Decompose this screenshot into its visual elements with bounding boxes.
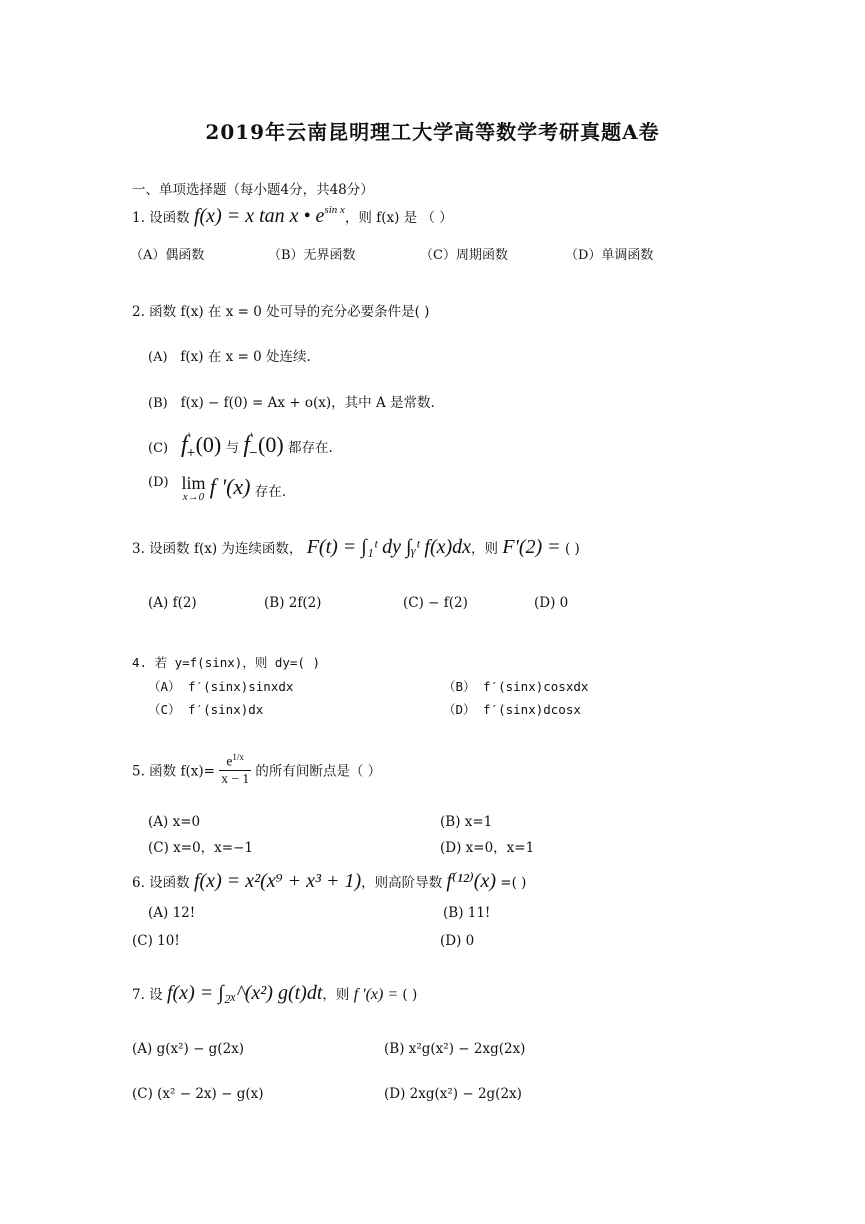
q7-target: f '(x) =	[353, 986, 399, 1003]
q2-c-arg2: (0)	[258, 432, 284, 457]
q2-option-b	[148, 391, 435, 411]
question-6-stem	[132, 868, 526, 893]
q2-option-c-label: (C)	[148, 441, 169, 456]
q2-c-f1: f	[180, 432, 188, 458]
q2-option-d	[148, 474, 286, 503]
q5-option-a: (A) x=0	[148, 814, 201, 830]
q7-paren: ( )	[402, 987, 418, 1003]
q7-mid: ，则	[322, 987, 350, 1003]
q1-option-a: （A）偶函数	[130, 248, 205, 263]
q2-d-end: 存在.	[254, 484, 287, 500]
q2-c-mid: 与	[225, 440, 240, 456]
q5-option-d: (D) x=0，x=1	[440, 840, 535, 856]
q2-option-b-label: (B)	[148, 396, 168, 411]
q4-option-b: （B） f′(sinx)cosxdx	[443, 679, 589, 694]
q1-prefix: 1. 设函数	[132, 210, 190, 226]
q5-numerator-exp: 1/x	[232, 752, 244, 762]
q5-numerator: e	[226, 753, 233, 769]
q6-derivative: f⁽¹²⁾(x)	[446, 870, 496, 892]
q7-prefix: 7. 设	[132, 987, 163, 1003]
q6-suffix: =( )	[500, 875, 527, 891]
q7-option-a: (A) g(x²) − g(2x)	[132, 1041, 245, 1057]
q6-option-a: (A) 12!	[148, 905, 196, 921]
q3-paren: ( )	[564, 541, 580, 557]
q3-option-d: (D) 0	[534, 595, 569, 611]
q4-option-c: （C） f′(sinx)dx	[148, 702, 264, 717]
q4-option-d: （D） f′(sinx)dcosx	[443, 702, 581, 717]
q2-c-f2: f	[243, 432, 251, 458]
q3-mid: ，则	[471, 541, 499, 557]
q5-option-c: (C) x=0，x=−1	[148, 840, 253, 856]
q1-suffix: ，则 f(x) 是 （ ）	[344, 210, 453, 226]
q6-mid: ，则高阶导数	[361, 875, 443, 891]
q2-option-a-label: (A)	[148, 350, 168, 365]
q5-prefix: 5. 函数 f(x)=	[132, 763, 215, 780]
q2-option-a	[148, 345, 311, 365]
q3-formula: F(t) = ∫₁ᵗ dy ∫ᵧᵗ f(x)dx	[306, 536, 472, 558]
q2-option-a-text: f(x) 在 x = 0 处连续.	[180, 349, 311, 365]
section-heading: 一、单项选择题（每小题4分，共48分）	[132, 182, 374, 198]
q7-option-d: (D) 2xg(x²) − 2g(2x)	[384, 1086, 522, 1102]
q2-d-lim: lim	[181, 473, 206, 493]
q6-option-b: (B) 11!	[443, 905, 491, 921]
q7-option-b: (B) x²g(x²) − 2xg(2x)	[384, 1041, 526, 1057]
question-4-stem: 4. 若 y=f(sinx)，则 dy=( )	[132, 655, 321, 670]
question-3-stem	[132, 536, 580, 559]
q3-option-c: (C) − f(2)	[403, 595, 468, 611]
page-title: 2019年云南昆明理工大学高等数学考研真题A卷	[205, 120, 660, 144]
q1-option-b: （B）无界函数	[268, 248, 356, 263]
question-1-stem	[132, 204, 453, 228]
q6-option-d: (D) 0	[440, 933, 475, 949]
q2-d-under: x→0	[182, 491, 205, 503]
q1-option-c: （C）周期函数	[420, 248, 508, 263]
q3-option-a: (A) f(2)	[148, 595, 197, 611]
q6-prefix: 6. 设函数	[132, 875, 190, 891]
q2-c-sub2: −	[248, 445, 258, 459]
q7-option-c: (C) (x² − 2x) − g(x)	[132, 1086, 264, 1102]
q2-c-arg1: (0)	[195, 432, 222, 457]
q2-c-end: 都存在.	[287, 440, 333, 456]
q1-exponent: sin x	[324, 204, 345, 216]
q4-option-a: （A） f′(sinx)sinxdx	[148, 679, 294, 694]
q2-option-d-label: (D)	[148, 475, 169, 490]
q5-denominator: x − 1	[221, 770, 250, 786]
q6-formula: f(x) = x²(x⁹ + x³ + 1)	[193, 870, 362, 892]
question-2-stem: 2. 函数 f(x) 在 x = 0 处可导的充分必要条件是( )	[132, 304, 430, 320]
question-5-stem	[132, 752, 381, 787]
q1-option-d: （D）单调函数	[565, 248, 654, 263]
q5-suffix: 的所有间断点是（ ）	[255, 763, 382, 780]
q2-c-sub1: +	[186, 445, 196, 459]
q2-option-c: (C) $f'_+(0)$ 与 $f'_-(0)$ 都存在.	[148, 432, 333, 459]
q2-d-f: f '(x)	[209, 474, 251, 499]
q6-option-c: (C) 10!	[132, 933, 180, 949]
question-7-stem	[132, 982, 417, 1005]
q2-option-b-text: f(x) − f(0) = Ax + o(x)，其中 A 是常数.	[180, 395, 435, 411]
q3-option-b: (B) 2f(2)	[264, 595, 322, 611]
q5-fraction	[219, 752, 251, 787]
q1-formula: f(x) = x tan x • e	[193, 205, 325, 227]
q3-prefix: 3. 设函数 f(x) 为连续函数，	[132, 541, 303, 557]
q5-option-b: (B) x=1	[440, 814, 493, 830]
q3-target: F'(2) =	[502, 536, 561, 558]
q7-formula: f(x) = ∫₂ₓ^(x²) g(t)dt	[166, 982, 323, 1004]
